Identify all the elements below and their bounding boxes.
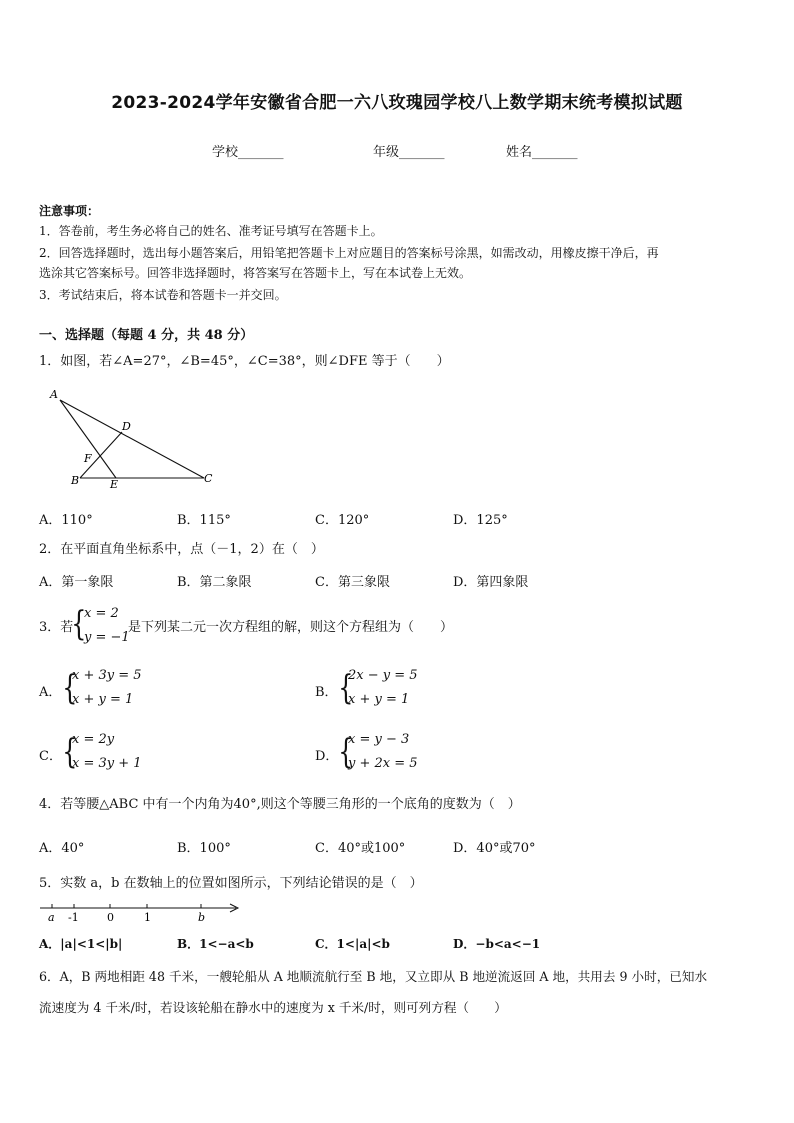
q2-option-d: D．第四象限 bbox=[453, 575, 529, 590]
q4-stem: 4．若等腰△ABC 中有一个内角为40°,则这个等腰三角形的一个底角的度数为（ ） bbox=[39, 797, 521, 812]
q5-option-d: D．−b<a<−1 bbox=[453, 937, 541, 951]
q3-option-b-label: B． bbox=[315, 685, 338, 700]
q3-option-a-eq-1: x + 3y = 5 bbox=[72, 668, 142, 683]
exam-title: 2023-2024学年安徽省合肥一六八玫瑰园学校八上数学期末统考模拟试题 bbox=[111, 93, 683, 113]
q3-option-d-brace: { bbox=[338, 732, 354, 772]
q3-suffix: 是下列某二元一次方程组的解，则这个方程组为（ ） bbox=[128, 620, 454, 635]
notice-item-2-cont: 选涂其它答案标号。回答非选择题时，将答案写在答题卡上，写在本试卷上无效。 bbox=[39, 266, 472, 280]
q5-option-b: B．1<−a<b bbox=[177, 937, 254, 951]
q2-option-c: C．第三象限 bbox=[315, 575, 390, 590]
line-ae bbox=[60, 400, 116, 478]
q4-option-d: D．40°或70° bbox=[453, 841, 536, 856]
q4-option-a: A．40° bbox=[39, 841, 85, 856]
label-c: C bbox=[204, 472, 213, 485]
q3-option-b-eq-1: 2x − y = 5 bbox=[348, 668, 418, 683]
q3-option-d-eq-2: y + 2x = 5 bbox=[348, 756, 418, 771]
label-e: E bbox=[110, 478, 119, 491]
notice-item-2: 2．回答选择题时，选出每小题答案后，用铅笔把答题卡上对应题目的答案标号涂黑，如需改动，用橡皮擦干净后，再 bbox=[39, 246, 659, 260]
notice-item-1: 1．答卷前，考生务必将自己的姓名、准考证号填写在答题卡上。 bbox=[39, 224, 383, 238]
label-a: A bbox=[50, 388, 58, 401]
q3-stem-brace: { bbox=[71, 604, 87, 644]
section-heading: 一、选择题（每题 4 分，共 48 分） bbox=[39, 328, 254, 343]
axis-label-minus1: -1 bbox=[68, 911, 79, 924]
q3-option-d-eq-1: x = y − 3 bbox=[348, 732, 410, 747]
line-ac bbox=[60, 400, 204, 478]
label-f: F bbox=[84, 452, 92, 465]
q2-option-b: B．第二象限 bbox=[177, 575, 252, 590]
axis-label-0: 0 bbox=[107, 911, 114, 924]
q3-option-c-eq-2: x = 3y + 1 bbox=[72, 756, 142, 771]
axis-label-1: 1 bbox=[144, 911, 151, 924]
label-b: B bbox=[71, 474, 80, 487]
school-field: 学校_______ bbox=[212, 145, 284, 160]
q3-stem-eq-2: y = −1 bbox=[84, 630, 130, 645]
q6-line-2: 流速度为 4 千米/时，若设该轮船在静水中的速度为 x 千米/时，则可列方程（ ） bbox=[39, 1000, 507, 1015]
notice-heading: 注意事项： bbox=[39, 204, 100, 218]
q6-line-1: 6．A，B 两地相距 48 千米，一艘轮船从 A 地顺流航行至 B 地，又立即从 B 地逆流返回 A 地，共用去 9 小时，已知水 bbox=[39, 969, 708, 984]
grade-field: 年级_______ bbox=[373, 145, 445, 160]
q1-option-d: D．125° bbox=[453, 513, 508, 528]
notice-item-3: 3．考试结束后，将本试卷和答题卡一并交回。 bbox=[39, 288, 287, 302]
q1-triangle-figure bbox=[44, 384, 224, 492]
q1-option-a: A．110° bbox=[39, 513, 93, 528]
q3-option-b-brace: { bbox=[338, 668, 354, 708]
q5-stem: 5．实数 a，b 在数轴上的位置如图所示，下列结论错误的是（ ） bbox=[39, 876, 423, 891]
q3-option-c-eq-1: x = 2y bbox=[72, 732, 115, 747]
q5-option-a: A．|a|<1<|b| bbox=[39, 937, 123, 951]
q2-stem: 2．在平面直角坐标系中，点（－1，2）在（ ） bbox=[39, 542, 324, 557]
q1-stem: 1．如图，若∠A=27°，∠B=45°，∠C=38°，则∠DFE 等于（ ） bbox=[39, 354, 450, 369]
q4-option-c: C．40°或100° bbox=[315, 841, 406, 856]
q5-option-c: C．1<|a|<b bbox=[315, 937, 390, 951]
axis-label-b: b bbox=[198, 911, 206, 924]
q1-option-b: B．115° bbox=[177, 513, 231, 528]
label-d: D bbox=[122, 420, 131, 433]
q3-option-d-label: D． bbox=[315, 749, 339, 764]
q2-option-a: A．第一象限 bbox=[39, 575, 114, 590]
q3-option-b-eq-2: x + y = 1 bbox=[348, 692, 410, 707]
axis-label-a: a bbox=[48, 911, 55, 924]
q5-number-line bbox=[38, 898, 244, 926]
q1-option-c: C．120° bbox=[315, 513, 370, 528]
q3-option-a-label: A． bbox=[39, 685, 62, 700]
q3-stem-eq-1: x = 2 bbox=[84, 606, 119, 621]
q3-option-a-brace: { bbox=[62, 668, 78, 708]
q3-prefix: 3．若 bbox=[39, 620, 74, 635]
q3-option-c-label: C． bbox=[39, 749, 62, 764]
q3-option-c-brace: { bbox=[62, 732, 78, 772]
q4-option-b: B．100° bbox=[177, 841, 231, 856]
name-field: 姓名_______ bbox=[506, 145, 578, 160]
q3-option-a-eq-2: x + y = 1 bbox=[72, 692, 134, 707]
